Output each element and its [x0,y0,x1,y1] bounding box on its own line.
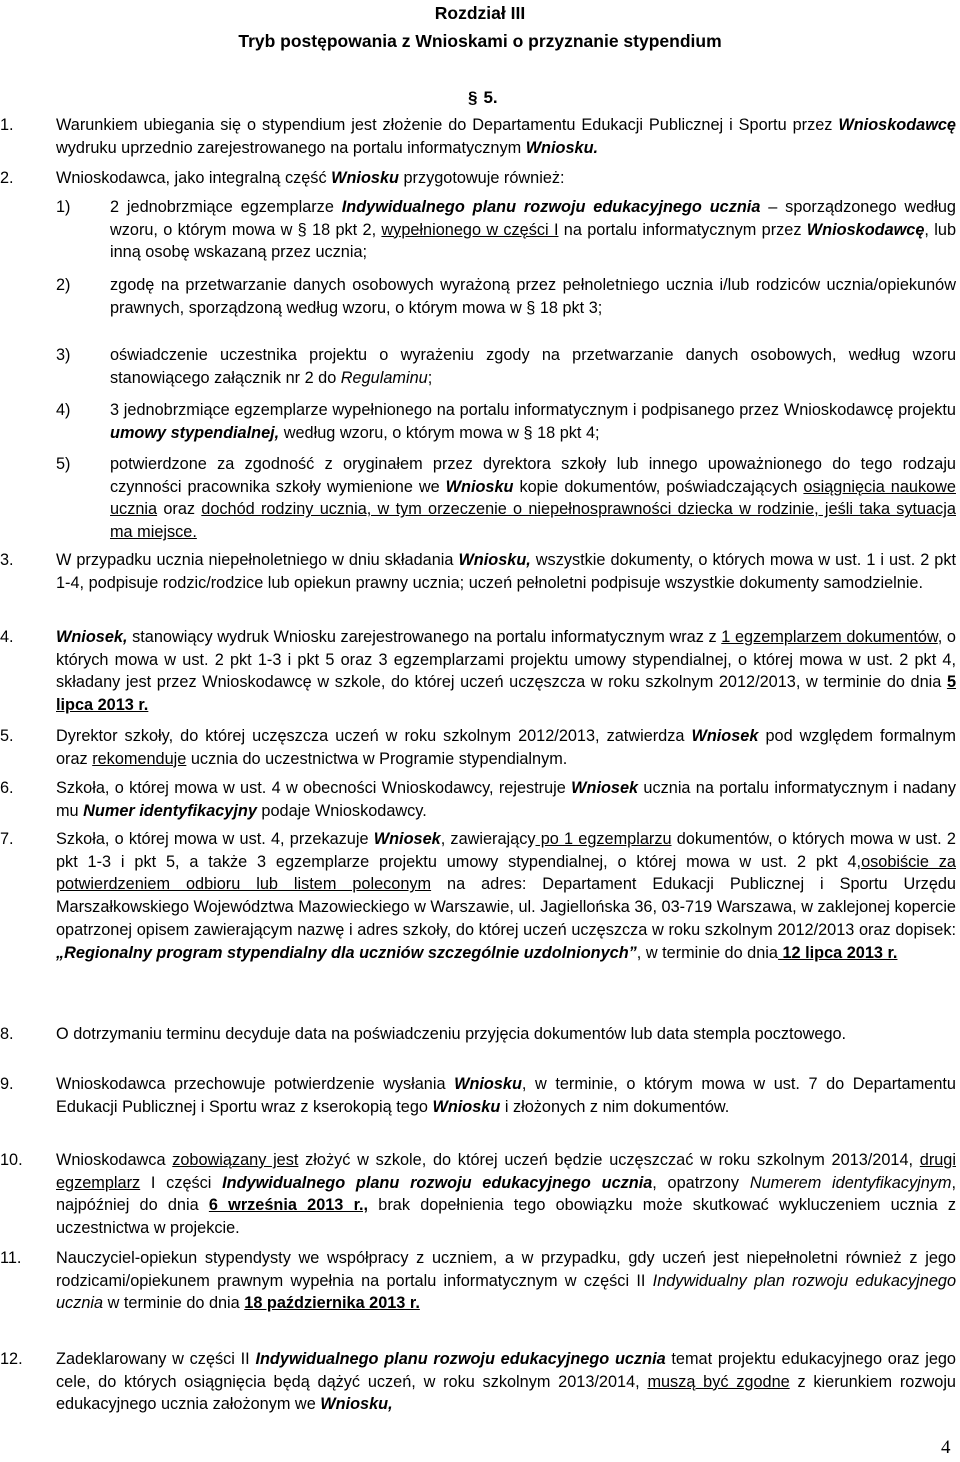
item-10-text: Wnioskodawca zobowiązany jest złożyć w szkole, do której uczeń będzie uczęszczać w roku szkolnym 2013/2014, drugi egzemplarz I części Indywidualnego planu rozwoju edukacyjnego ucznia, opatrzony Numerem identyfikacyjnym, najpóźniej do dnia 6 września 2013 r., brak dopełnienia tego obowiązku może skutkować wykluczeniem ucznia z uczestnictwa w projekcie. [56,1151,956,1238]
item-2-3-number: 3) [56,346,71,364]
item-8-number: 8. [0,1025,14,1043]
item-12-number: 12. [0,1350,23,1368]
item-2-4-number: 4) [56,401,71,419]
item-6-number: 6. [0,779,14,797]
item-2-5-text: potwierdzone za zgodność z oryginałem przez dyrektora szkoły lub innego upoważnionego do tego rodzaju czynności pracownika szkoły wymienione we Wniosku kopie dokumentów, poświadczających osiągnięcia naukowe ucznia oraz dochód rodziny ucznia, w tym orzeczenie o niepełnosprawności dziecka w rodzinie, jeśli taka sytuacja ma miejsce. [110,455,956,542]
item-12-text: Zadeklarowany w części II Indywidualnego planu rozwoju edukacyjnego ucznia temat projektu edukacyjnego oraz jego cele, do których osiągnięcia będą dążyć uczeń, w roku szkolnym 2013/2014, muszą być zgodne z kierunkiem rozwoju edukacyjnego ucznia założonym we Wniosku, [56,1350,956,1414]
item-4-text: Wniosek, stanowiący wydruk Wniosku zarejestrowanego na portalu informatycznym wraz z 1 egzemplarzem dokumentów, o których mowa w ust. 2 pkt 1-3 i pkt 5 oraz 3 egzemplarzami projektu umowy stypendialnej, o której mowa w ust. 2 pkt 4, składany jest przez Wnioskodawcę w szkole, do której uczeń uczęszcza w roku szkolnym 2012/2013, w terminie do dnia 5 lipca 2013 r. [56,628,956,715]
item-2-2-text: zgodę na przetwarzanie danych osobowych wyrażoną przez pełnoletniego ucznia i/lub rodziców ucznia/opiekunów prawnych, sporządzoną według wzoru, o którym mowa w § 18 pkt 3; [110,276,956,317]
item-2-4-text: 3 jednobrzmiące egzemplarze wypełnionego na portalu informatycznym i podpisanego przez Wnioskodawcę projektu umowy stypendialnej, według wzoru, o którym mowa w § 18 pkt 4; [110,401,956,442]
item-5-text: Dyrektor szkoły, do której uczęszcza uczeń w roku szkolnym 2012/2013, zatwierdza Wniosek pod względem formalnym oraz rekomenduje ucznia do uczestnictwa w Programie stypendialnym. [56,727,956,768]
section-number-value: 5. [483,88,498,107]
item-9-number: 9. [0,1075,14,1093]
item-11-text: Nauczyciel-opiekun stypendysty we współpracy z uczniem, a w przypadku, gdy uczeń jest niepełnoletni również z jego rodzicami/opiekunem prawnym wypełnia na portalu informatycznym w części II Indywidualny plan rozwoju edukacyjnego ucznia w terminie do dnia 18 października 2013 r. [56,1249,956,1313]
item-2-5-number: 5) [56,455,71,473]
item-2-2-number: 2) [56,276,71,294]
item-11-number: 11. [0,1249,22,1267]
section-number [468,87,498,109]
item-1-text: Warunkiem ubiegania się o stypendium jest złożenie do Departamentu Edukacji Publicznej i Sportu przez Wnioskodawcę wydruku uprzednio zarejestrowanego na portalu informatycznym Wniosku. [56,116,956,157]
page-number: 4 [941,1437,951,1458]
item-3-number: 3. [0,551,14,569]
chapter-heading: Rozdział III [434,3,526,23]
item-8-text: O dotrzymaniu terminu decyduje data na poświadczeniu przyjęcia dokumentów lub data stempla pocztowego. [56,1025,847,1043]
item-2-1-number: 1) [56,198,71,216]
item-2-text: Wnioskodawca, jako integralną część Wniosku przygotowuje również: [56,169,565,187]
chapter-title: Tryb postępowania z Wnioskami o przyznanie stypendium [238,31,722,51]
item-9-text: Wnioskodawca przechowuje potwierdzenie wysłania Wniosku, w terminie, o którym mowa w ust. 7 do Departamentu Edukacji Publicznej i Sportu wraz z kserokopią tego Wniosku i złożonych z nim dokumentów. [56,1075,956,1116]
item-5-number: 5. [0,727,14,745]
item-1-number: 1. [0,116,14,134]
section-sign: § [468,88,478,107]
item-2-3-text: oświadczenie uczestnika projektu o wyrażeniu zgody na przetwarzanie danych osobowych, według wzoru stanowiącego załącznik nr 2 do Regulaminu; [110,346,956,387]
item-7-text: Szkoła, o której mowa w ust. 4, przekazuje Wniosek, zawierający po 1 egzemplarzu dokumentów, o których mowa w ust. 2 pkt 1-3 i pkt 5, a także 3 egzemplarze projektu umowy stypendialnej, o której mowa w ust. 2 pkt 4,osobiście za potwierdzeniem odbioru lub listem poleconym na adres: Departament Edukacji Publicznej i Sportu Urzędu Marszałkowskiego Województwa Mazowieckiego w Warszawie, ul. Jagiellońska 36, 03-719 Warszawa, w zaklejonej kopercie opatrzonej opisem zawierającym nazwę i adres szkoły, do której uczeń uczęszcza w roku szkolnym 2012/2013 oraz dopisek: „Regionalny program stypendialny dla uczniów szczególnie uzdolnionych”, w terminie do dnia 12 lipca 2013 r. [56,830,956,962]
item-3-text: W przypadku ucznia niepełnoletniego w dniu składania Wniosku, wszystkie dokumenty, o których mowa w ust. 1 i ust. 2 pkt 1-4, podpisuje rodzic/rodzice lub opiekun prawny ucznia; uczeń pełnoletni podpisuje wszystkie dokumenty samodzielnie. [56,551,956,592]
item-6-text: Szkoła, o której mowa w ust. 4 w obecności Wnioskodawcy, rejestruje Wniosek ucznia na portalu informatycznym i nadany mu Numer identyfikacyjny podaje Wnioskodawcy. [56,779,956,820]
item-10-number: 10. [0,1151,23,1169]
item-7-number: 7. [0,830,14,848]
item-2-number: 2. [0,169,14,187]
item-2-1-text: 2 jednobrzmiące egzemplarze Indywidualnego planu rozwoju edukacyjnego ucznia – sporządzonego według wzoru, o którym mowa w § 18 pkt 2, wypełnionego w części I na portalu informatycznym przez Wnioskodawcę, lub inną osobę wskazaną przez ucznia; [110,198,956,262]
item-4-number: 4. [0,628,14,646]
